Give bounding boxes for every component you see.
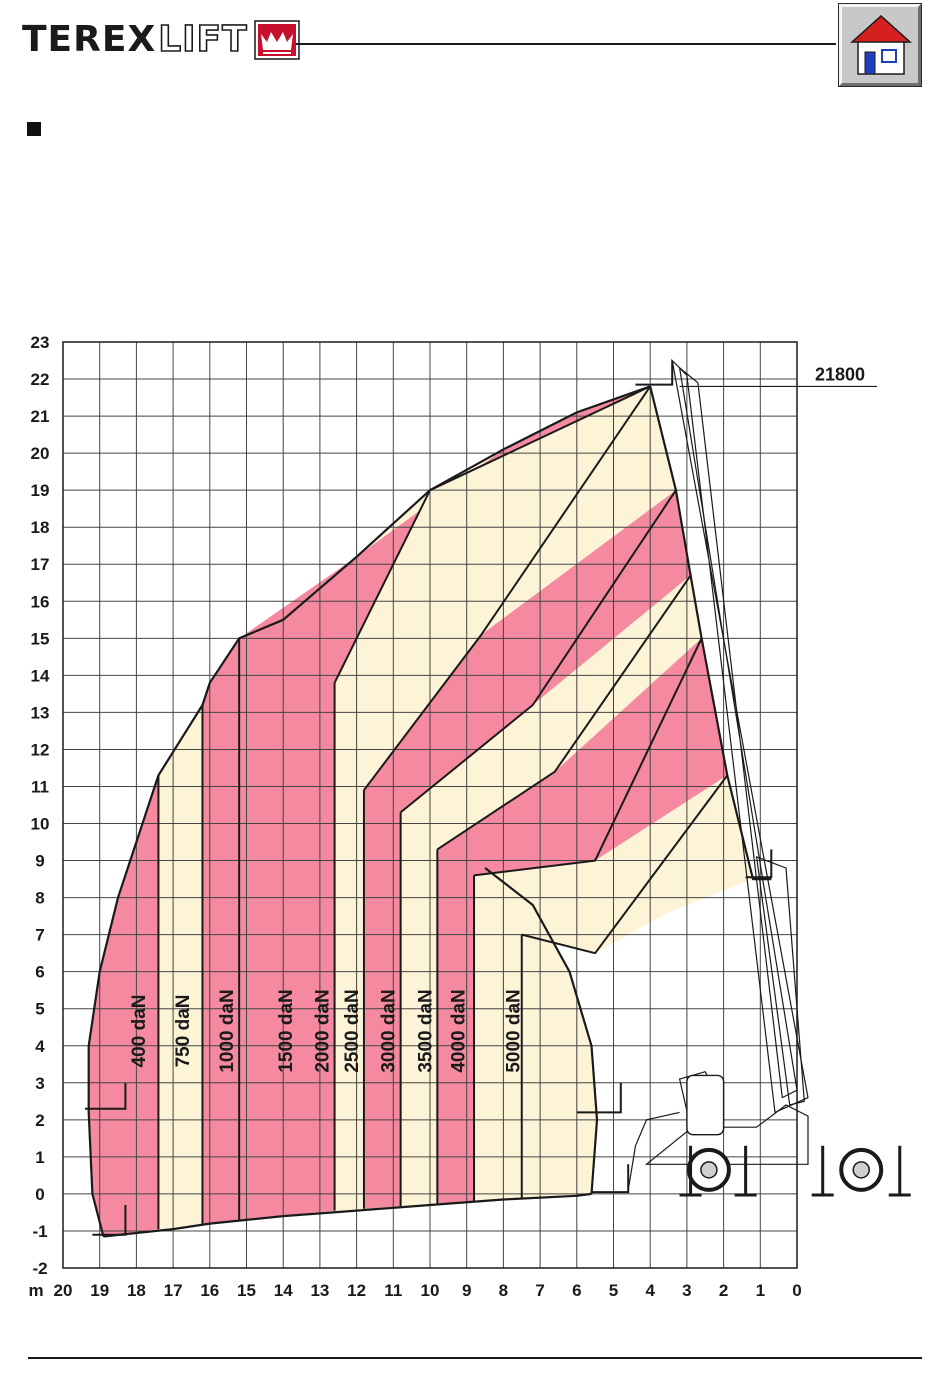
x-tick-label: 8 bbox=[498, 1281, 509, 1300]
x-tick-label: 5 bbox=[608, 1281, 619, 1300]
x-tick-label: 10 bbox=[420, 1281, 440, 1300]
operator-cab bbox=[687, 1075, 724, 1134]
y-tick-label: 2 bbox=[35, 1110, 45, 1130]
y-tick-label: -2 bbox=[32, 1259, 48, 1278]
front-hub bbox=[701, 1162, 717, 1178]
y-tick-label: 16 bbox=[30, 592, 50, 612]
y-tick-label: 12 bbox=[30, 740, 50, 760]
max-height-label: 21800 bbox=[814, 364, 866, 385]
x-tick-label: 19 bbox=[90, 1281, 110, 1300]
y-tick-label: 0 bbox=[35, 1184, 45, 1204]
zone-label: 400 daN bbox=[129, 994, 151, 1068]
x-axis-unit-label: m bbox=[28, 1281, 44, 1300]
zone-label: 3000 daN bbox=[378, 989, 400, 1073]
y-tick-label: 15 bbox=[30, 629, 50, 649]
front-stabiliser bbox=[628, 1112, 679, 1190]
y-tick-label: 4 bbox=[35, 1036, 45, 1056]
y-tick-label: 8 bbox=[35, 888, 45, 908]
y-tick-label: 3 bbox=[35, 1073, 45, 1093]
chassis bbox=[647, 1072, 809, 1165]
y-tick-label: 9 bbox=[35, 851, 45, 871]
x-tick-label: 9 bbox=[461, 1281, 472, 1300]
x-tick-label: 6 bbox=[572, 1281, 582, 1300]
x-tick-label: 1 bbox=[755, 1281, 766, 1300]
y-tick-label: 11 bbox=[31, 777, 49, 797]
y-tick-label: -1 bbox=[32, 1221, 48, 1241]
x-tick-label: 16 bbox=[200, 1281, 220, 1300]
zone-label: 2500 daN bbox=[341, 989, 363, 1073]
zone-label: 2000 daN bbox=[312, 989, 334, 1073]
band-1000 bbox=[203, 638, 240, 1224]
y-tick-label: 13 bbox=[30, 703, 50, 723]
y-tick-label: 17 bbox=[30, 555, 50, 575]
y-tick-label: 21 bbox=[30, 407, 50, 427]
y-tick-label: 23 bbox=[30, 333, 50, 352]
reach-marker-3 bbox=[592, 1164, 629, 1192]
x-tick-label: 18 bbox=[126, 1281, 146, 1300]
y-tick-label: 6 bbox=[35, 962, 45, 982]
x-tick-label: 15 bbox=[237, 1281, 256, 1300]
x-tick-label: 20 bbox=[53, 1281, 73, 1300]
y-tick-label: 1 bbox=[35, 1147, 45, 1167]
x-tick-label: 7 bbox=[535, 1281, 545, 1300]
x-tick-label: 0 bbox=[792, 1281, 802, 1300]
x-tick-label: 13 bbox=[310, 1281, 330, 1300]
y-tick-label: 14 bbox=[30, 666, 50, 686]
y-tick-label: 5 bbox=[35, 999, 45, 1019]
footer-rule bbox=[28, 1357, 922, 1359]
section-bullet bbox=[27, 122, 41, 136]
home-button[interactable] bbox=[839, 4, 921, 86]
load-chart bbox=[0, 320, 950, 1310]
x-tick-label: 3 bbox=[682, 1281, 692, 1300]
x-tick-label: 4 bbox=[645, 1281, 655, 1300]
x-tick-label: 11 bbox=[384, 1281, 403, 1300]
y-tick-label: 10 bbox=[30, 814, 50, 834]
y-tick-label: 20 bbox=[30, 444, 50, 464]
x-tick-label: 2 bbox=[718, 1281, 729, 1300]
logo-lift-text: LIFT bbox=[158, 19, 248, 60]
rear-hub bbox=[853, 1162, 869, 1178]
terexlift-logo bbox=[22, 20, 300, 60]
y-tick-label: 7 bbox=[35, 925, 45, 945]
zone-label: 1500 daN bbox=[275, 989, 297, 1073]
logo-terex-text: TEREX bbox=[22, 19, 157, 60]
reach-marker-4 bbox=[636, 361, 673, 385]
zone-label: 750 daN bbox=[173, 994, 195, 1068]
y-tick-label: 18 bbox=[30, 518, 50, 538]
zone-label: 1000 daN bbox=[217, 989, 239, 1073]
zone-label: 4000 daN bbox=[448, 989, 470, 1073]
y-tick-label: 22 bbox=[30, 370, 50, 390]
crown-icon bbox=[254, 20, 300, 60]
y-tick-label: 19 bbox=[30, 481, 50, 501]
x-tick-label: 14 bbox=[273, 1281, 293, 1300]
x-tick-label: 12 bbox=[347, 1281, 367, 1300]
zone-label: 5000 daN bbox=[503, 989, 525, 1073]
header-rule bbox=[296, 43, 836, 45]
x-tick-label: 17 bbox=[163, 1281, 183, 1300]
zone-label: 3500 daN bbox=[415, 989, 437, 1073]
home-icon bbox=[848, 12, 912, 78]
